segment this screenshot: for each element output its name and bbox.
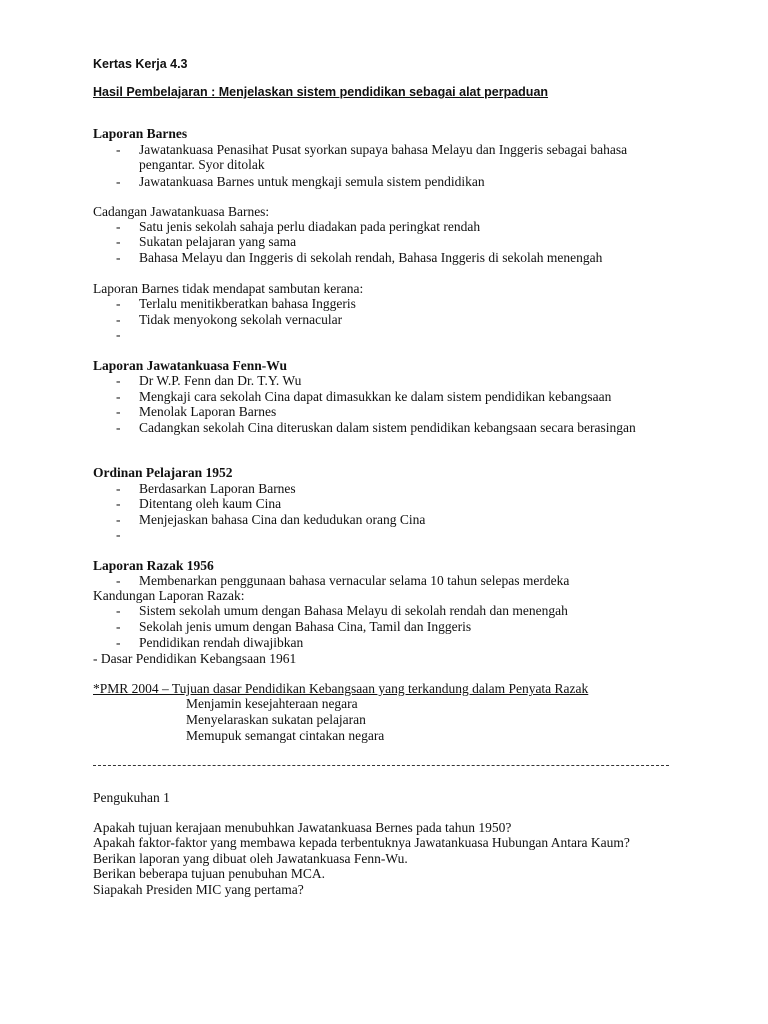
razak-dasar: - Dasar Pendidikan Kebangsaan 1961 xyxy=(93,651,297,666)
bullet: - xyxy=(116,389,121,404)
dashed-divider xyxy=(93,765,669,766)
list-item: Menjejaskan bahasa Cina dan kedudukan orang Cina xyxy=(139,512,426,527)
pmr-item: Menyelaraskan sukatan pelajaran xyxy=(186,712,366,727)
learning-outcome: Hasil Pembelajaran : Menjelaskan sistem pendidikan sebagai alat perpaduan xyxy=(93,85,549,99)
list-item: Cadangkan sekolah Cina diteruskan dalam sistem pendidikan kebangsaan secara berasingan xyxy=(139,420,636,435)
bullet: - xyxy=(116,404,121,419)
bullet: - xyxy=(116,619,121,634)
list-item: Sekolah jenis umum dengan Bahasa Cina, Tamil dan Inggeris xyxy=(139,619,472,634)
list-item: Satu jenis sekolah sahaja perlu diadakan pada peringkat rendah xyxy=(139,219,481,234)
list-item: Sukatan pelajaran yang sama xyxy=(139,234,297,249)
barnes-heading: Laporan Barnes xyxy=(93,126,188,141)
bullet: - xyxy=(116,527,121,542)
bullet: - xyxy=(116,420,121,435)
question: Berikan laporan yang dibuat oleh Jawatankuasa Fenn-Wu. xyxy=(93,851,408,866)
bullet: - xyxy=(116,373,121,388)
fennwu-heading: Laporan Jawatankuasa Fenn-Wu xyxy=(93,358,288,373)
bullet: - xyxy=(116,234,121,249)
pmr-item: Memupuk semangat cintakan negara xyxy=(186,728,385,743)
bullet: - xyxy=(116,481,121,496)
bullet: - xyxy=(116,603,121,618)
list-item: Jawatankuasa Penasihat Pusat syorkan supaya bahasa Melayu dan Inggeris sebagai bahasa xyxy=(139,142,628,157)
pmr-heading: *PMR 2004 – Tujuan dasar Pendidikan Kebangsaan yang terkandung dalam Penyata Razak xyxy=(93,681,589,696)
pmr-item: Menjamin kesejahteraan negara xyxy=(186,696,358,711)
bullet: - xyxy=(116,219,121,234)
pengukuhan-heading: Pengukuhan 1 xyxy=(93,790,170,805)
question: Siapakah Presiden MIC yang pertama? xyxy=(93,882,304,897)
list-item: Terlalu menitikberatkan bahasa Inggeris xyxy=(139,296,356,311)
list-item: Dr W.P. Fenn dan Dr. T.Y. Wu xyxy=(139,373,302,388)
list-item: Bahasa Melayu dan Inggeris di sekolah rendah, Bahasa Inggeris di sekolah menengah xyxy=(139,250,603,265)
list-item-continuation: pengantar. Syor ditolak xyxy=(139,157,265,172)
razak-content-label: Kandungan Laporan Razak: xyxy=(93,588,245,603)
worksheet-title: Kertas Kerja 4.3 xyxy=(93,57,188,71)
ordinan-heading: Ordinan Pelajaran 1952 xyxy=(93,465,233,480)
bullet: - xyxy=(116,573,121,588)
bullet: - xyxy=(116,142,121,157)
question: Apakah tujuan kerajaan menubuhkan Jawatankuasa Bernes pada tahun 1950? xyxy=(93,820,512,835)
barnes-rejection-label: Laporan Barnes tidak mendapat sambutan kerana: xyxy=(93,281,364,296)
razak-heading: Laporan Razak 1956 xyxy=(93,558,214,573)
list-item: Sistem sekolah umum dengan Bahasa Melayu di sekolah rendah dan menengah xyxy=(139,603,568,618)
list-item: Tidak menyokong sekolah vernacular xyxy=(139,312,343,327)
list-item: Jawatankuasa Barnes untuk mengkaji semula sistem pendidikan xyxy=(139,174,485,189)
list-item: Pendidikan rendah diwajibkan xyxy=(139,635,304,650)
list-item: Ditentang oleh kaum Cina xyxy=(139,496,282,511)
bullet: - xyxy=(116,496,121,511)
list-item: Mengkaji cara sekolah Cina dapat dimasukkan ke dalam sistem pendidikan kebangsaan xyxy=(139,389,612,404)
question: Apakah faktor-faktor yang membawa kepada terbentuknya Jawatankuasa Hubungan Antara Kaum? xyxy=(93,835,630,850)
bullet: - xyxy=(116,512,121,527)
barnes-proposal-label: Cadangan Jawatankuasa Barnes: xyxy=(93,204,270,219)
bullet: - xyxy=(116,327,121,342)
bullet: - xyxy=(116,296,121,311)
list-item: Berdasarkan Laporan Barnes xyxy=(139,481,296,496)
bullet: - xyxy=(116,250,121,265)
list-item: Menolak Laporan Barnes xyxy=(139,404,277,419)
bullet: - xyxy=(116,312,121,327)
list-item: Membenarkan penggunaan bahasa vernacular selama 10 tahun selepas merdeka xyxy=(139,573,570,588)
bullet: - xyxy=(116,174,121,189)
bullet: - xyxy=(116,635,121,650)
question: Berikan beberapa tujuan penubuhan MCA. xyxy=(93,866,326,881)
